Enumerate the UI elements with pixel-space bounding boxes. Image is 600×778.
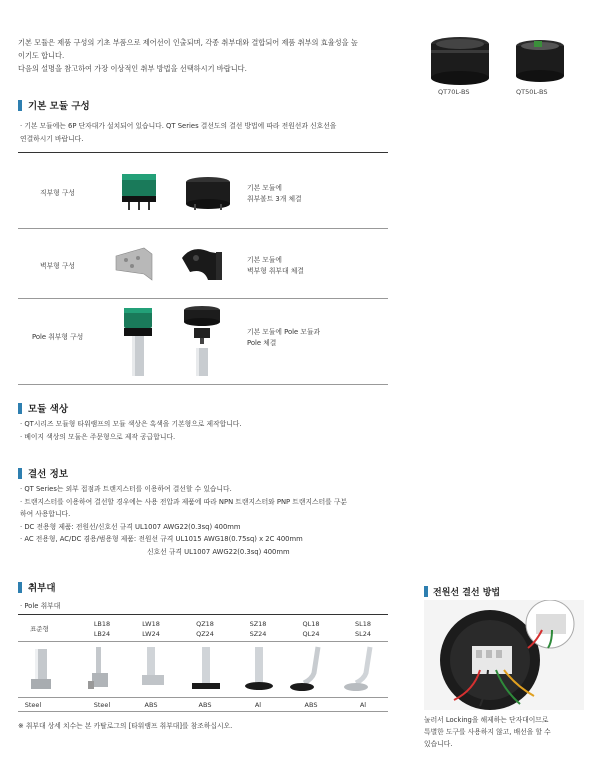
section-bar [18, 403, 22, 414]
section-title-power-wiring [424, 585, 500, 598]
mount-material: ABS [144, 701, 158, 709]
power-desc-line: 있습니다. [424, 740, 453, 748]
mount-code: LW18 [142, 620, 160, 628]
mount-code: QZ24 [196, 630, 214, 638]
row-desc-line: 기본 모듈에 [247, 256, 282, 264]
mount-table-top [18, 614, 388, 615]
mount-std-label: 표준형 [30, 625, 49, 633]
row-label-wall: 벽부형 구성 [40, 262, 75, 270]
section-bar [424, 586, 428, 597]
mount-code: LB24 [93, 630, 111, 638]
wiring-line: 신호선 규격 UL1007 AWG22(0.3sq) 400mm [147, 547, 290, 556]
color-line: · 베이지 색상의 모듈은 주문형으로 제작 공급합니다. [20, 432, 176, 441]
product-label-qt50l: QT50L-BS [516, 88, 548, 96]
mount-code: SZ18 [249, 620, 267, 628]
row-desc-line: 벽부형 취부대 체결 [247, 267, 304, 275]
direct-mount-image [118, 168, 248, 216]
power-wiring-desc [424, 714, 584, 750]
mount-images [18, 643, 388, 697]
mount-code-sl [348, 619, 378, 639]
section-title-text: 취부대 [28, 583, 56, 594]
color-line: · QT시리즈 모듈형 타워램프의 모듈 색상은 흑색을 기본형으로 제작합니다. [20, 420, 242, 428]
mount-table-bottom [18, 711, 388, 712]
pole-mount-image [118, 302, 248, 382]
mount-code-qz [190, 619, 220, 639]
section-title-text: 기본 모듈 구성 [28, 101, 90, 112]
section-bar [18, 468, 22, 479]
module-color-text [20, 418, 242, 443]
mount-material: Al [254, 701, 262, 709]
mount-code: QL18 [302, 620, 320, 628]
power-desc-line: 눌러서 Locking을 해제하는 단자대이므로 [424, 716, 549, 724]
mount-code: LW24 [142, 630, 160, 638]
section-title-mount [18, 580, 56, 594]
mount-code-lb [87, 619, 117, 639]
desc-line: · 기본 모듈에는 6P 단자대가 설치되어 있습니다. QT Series 결선도의 결선 방법에 따라 전원선과 신호선을 [20, 122, 337, 130]
table-row-divider [18, 228, 388, 229]
mount-code: QZ18 [196, 620, 214, 628]
wiring-line: · DC 전용형 제품: 전원선/신호선 규격 UL1007 AWG22(0.3sq) 400mm [20, 522, 241, 531]
mount-material: ABS [198, 701, 212, 709]
mount-note: ※ 취부대 상세 치수는 본 카탈로그의 [타워램프 취부대]를 참조하십시오. [18, 722, 233, 730]
table-top-border [18, 152, 388, 153]
mount-code-sz [243, 619, 273, 639]
mount-material: Steel [24, 701, 42, 709]
row-desc-line: 기본 모듈에 Pole 모듈과 [247, 328, 321, 336]
section-title-text: 모듈 색상 [28, 404, 69, 415]
intro-line: 다음의 설명을 참고하여 가장 이상적인 취부 방법을 선택하시기 바랍니다. [18, 64, 247, 73]
mount-code: SL18 [354, 620, 372, 628]
mount-material: ABS [304, 701, 318, 709]
row-desc-line: Pole 체결 [247, 339, 277, 347]
section-title-basic-module [18, 98, 90, 112]
row-desc-line: 기본 모듈에 [247, 184, 282, 192]
section-bar [18, 100, 22, 111]
intro-line: 기본 모듈은 제품 구성의 기초 부품으로 제어선이 인출되며, 각종 취부대와 결합되어 제품 취부의 효율성을 높 [18, 38, 358, 47]
section-title-module-color [18, 401, 68, 415]
wiring-line: · QT Series는 외부 접점과 트랜지스터를 이용하여 결선할 수 있습니다. [20, 485, 232, 493]
mount-code: SL24 [354, 630, 372, 638]
row-desc-pole [247, 327, 320, 349]
power-desc-line: 특별한 도구를 사용하지 않고, 배선을 할 수 [424, 728, 551, 736]
mount-image-divider [18, 697, 388, 698]
row-desc-wall [247, 255, 304, 277]
basic-module-desc [20, 120, 336, 145]
terminal-block-photo [424, 600, 584, 710]
mount-code: QL24 [302, 630, 320, 638]
row-label-pole: Pole 취부형 구성 [32, 333, 84, 341]
mount-material: Steel [93, 701, 111, 709]
mount-header-divider [18, 641, 388, 642]
section-bar [18, 582, 22, 593]
wiring-line: · 트랜지스터를 이용하여 결선할 경우에는 사용 전압과 제품에 따라 NPN 트랜지스터와 PNP 트랜지스터를 구분 [20, 497, 347, 506]
intro-text [18, 36, 390, 75]
wall-mount-image [112, 240, 242, 286]
mount-code: LB18 [93, 620, 111, 628]
wiring-line: 하여 사용합니다. [20, 510, 71, 518]
table-row-divider [18, 298, 388, 299]
mount-code-ql [296, 619, 326, 639]
mount-code-lw [136, 619, 166, 639]
row-desc-direct [247, 183, 302, 205]
intro-line: 이기도 합니다. [18, 51, 65, 60]
mount-code: SZ24 [249, 630, 267, 638]
table-bottom-border [18, 384, 388, 385]
section-title-text: 결선 정보 [28, 469, 69, 480]
row-desc-line: 취부볼트 3개 체결 [247, 195, 302, 203]
row-label-direct: 직부형 구성 [40, 189, 75, 197]
product-label-qt70l: QT70L-BS [438, 88, 470, 96]
wiring-text [20, 483, 347, 558]
section-title-text: 전원선 결선 방법 [433, 588, 501, 598]
desc-line: 연결하시기 바랍니다. [20, 134, 84, 143]
wiring-line: · AC 전용형, AC/DC 겸용/범용형 제품: 전원선 규격 UL1015 AWG18(0.75sq) x 2C 400mm [20, 535, 303, 543]
section-title-wiring [18, 466, 68, 480]
mount-material: Al [359, 701, 367, 709]
mount-subtitle: · Pole 취부대 [20, 602, 61, 610]
